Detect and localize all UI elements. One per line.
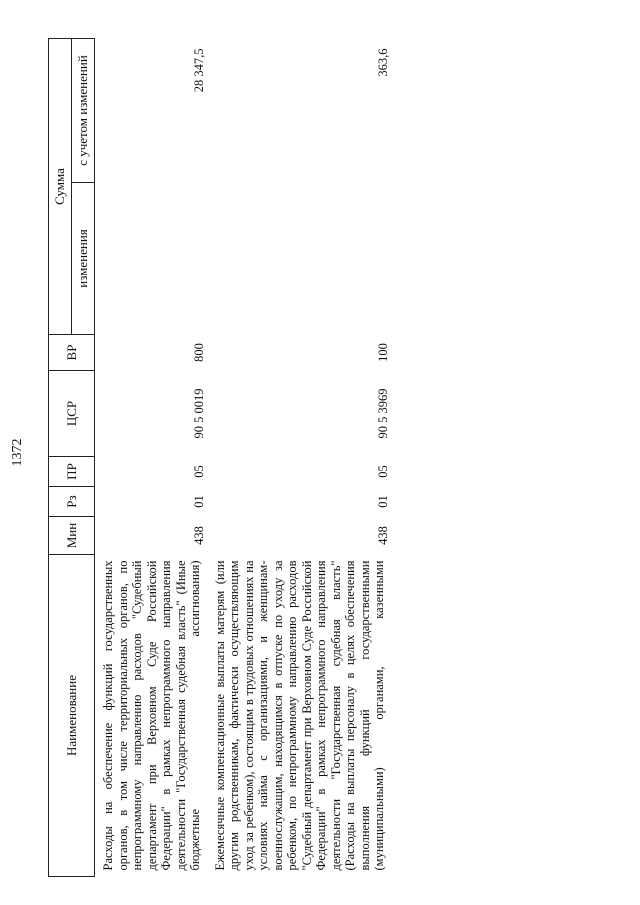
row-name: Расходы на обеспечение функций государственных органов, в том числе территориальных органов, по непрограммному направлению расходов "Судебный департамент при Верховном Суде Российской Федерации" в рамках непрограммного направления деятельности "Государственная судебная власть" (Иные бюджетные ассигнования) [101, 560, 202, 871]
table-row [207, 39, 391, 877]
table-row [95, 39, 207, 877]
row-name: Ежемесячные компенсационные выплаты матерям (или другим родственникам, фактически осуществляющим уход за ребенком), состоящим в трудовых отношениях на условиях найма с организациями, и женщинам-военнослужащим, находящимся в отпуске по уходу за ребенком, по непрограммному направлению расходов "Судебный департамент при Верховном Суде Российской Федерации" в рамках непрограммного направления деятельности "Государственная судебная власть" (Расходы на выплаты персоналу в целях обеспечения выполнения функций государственными (муниципальными) органами, казенными [212, 560, 386, 871]
header-sum: Сумма [49, 39, 72, 335]
header-rz: Рз [49, 487, 95, 517]
row-rz: 01 [191, 495, 206, 508]
row-csr: 90 5 3969 [375, 388, 390, 439]
row-vr: 100 [375, 343, 390, 362]
row-pr: 05 [191, 465, 206, 478]
header-pr: ПР [49, 457, 95, 487]
row-change [207, 183, 391, 335]
row-vr: 800 [191, 343, 206, 362]
row-with-change: 28 347,5 [191, 48, 206, 93]
header-vr: ВР [49, 335, 95, 371]
row-min: 438 [375, 526, 390, 545]
row-rz: 01 [375, 495, 390, 508]
row-csr: 90 5 0019 [191, 388, 206, 439]
row-pr: 05 [375, 465, 390, 478]
row-change [95, 183, 207, 335]
budget-table [48, 38, 391, 877]
header-name: Наименование [49, 555, 95, 877]
header-min: Мин [49, 517, 95, 555]
header-csr: ЦСР [49, 371, 95, 457]
header-with-change: с учетом изменений [72, 39, 95, 183]
page-number: 1372 [10, 438, 25, 467]
row-with-change: 363,6 [375, 48, 390, 77]
header-change: изменения [72, 183, 95, 335]
row-min: 438 [191, 526, 206, 545]
